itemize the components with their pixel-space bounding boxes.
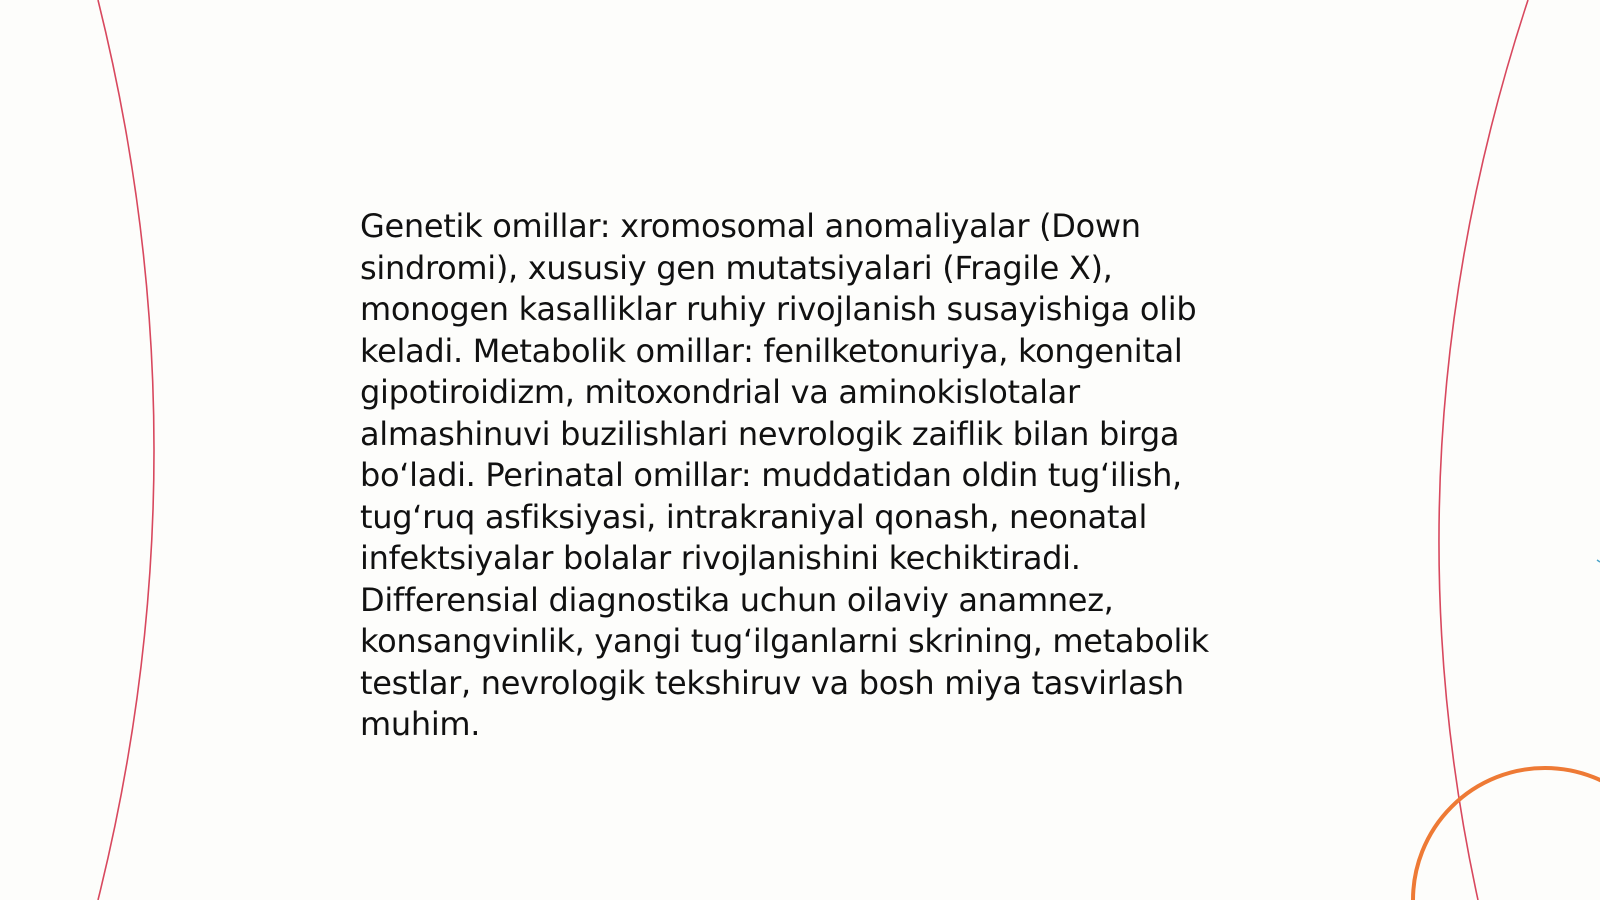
text-line: gipotiroidizm, mitoxondrial va aminokislotalar bbox=[360, 373, 1080, 411]
text-line: monogen kasalliklar ruhiy rivojlanish susayishiga olib bbox=[360, 290, 1197, 328]
text-line: boʻladi. Perinatal omillar: muddatidan oldin tugʻilish, bbox=[360, 456, 1182, 494]
text-line: muhim. bbox=[360, 705, 481, 743]
orange-circle bbox=[1413, 768, 1600, 900]
left-arc bbox=[98, 0, 154, 900]
text-line: Differensial diagnostika uchun oilaviy anamnez, bbox=[360, 580, 1114, 619]
body-paragraph bbox=[360, 206, 1260, 746]
text-line: almashinuvi buzilishlari nevrologik zaiflik bilan birga bbox=[360, 414, 1180, 453]
text-line: infektsiyalar bolalar rivojlanishini kechiktiradi. bbox=[360, 539, 1081, 577]
right-arc bbox=[1439, 0, 1528, 900]
text-line: sindromi), xususiy gen mutatsiyalari (Fragile X), bbox=[360, 248, 1113, 287]
text-line: tugʻruq asfiksiyasi, intrakraniyal qonash, neonatal bbox=[360, 497, 1148, 536]
text-line: Genetik omillar: xromosomal anomaliyalar (Down bbox=[360, 207, 1141, 245]
text-line: keladi. Metabolik omillar: fenilketonuriya, kongenital bbox=[360, 331, 1183, 370]
text-line: konsangvinlik, yangi tugʻilganlarni skrining, metabolik bbox=[360, 622, 1209, 660]
text-line: testlar, nevrologik tekshiruv va bosh miya tasvirlash bbox=[360, 663, 1184, 702]
